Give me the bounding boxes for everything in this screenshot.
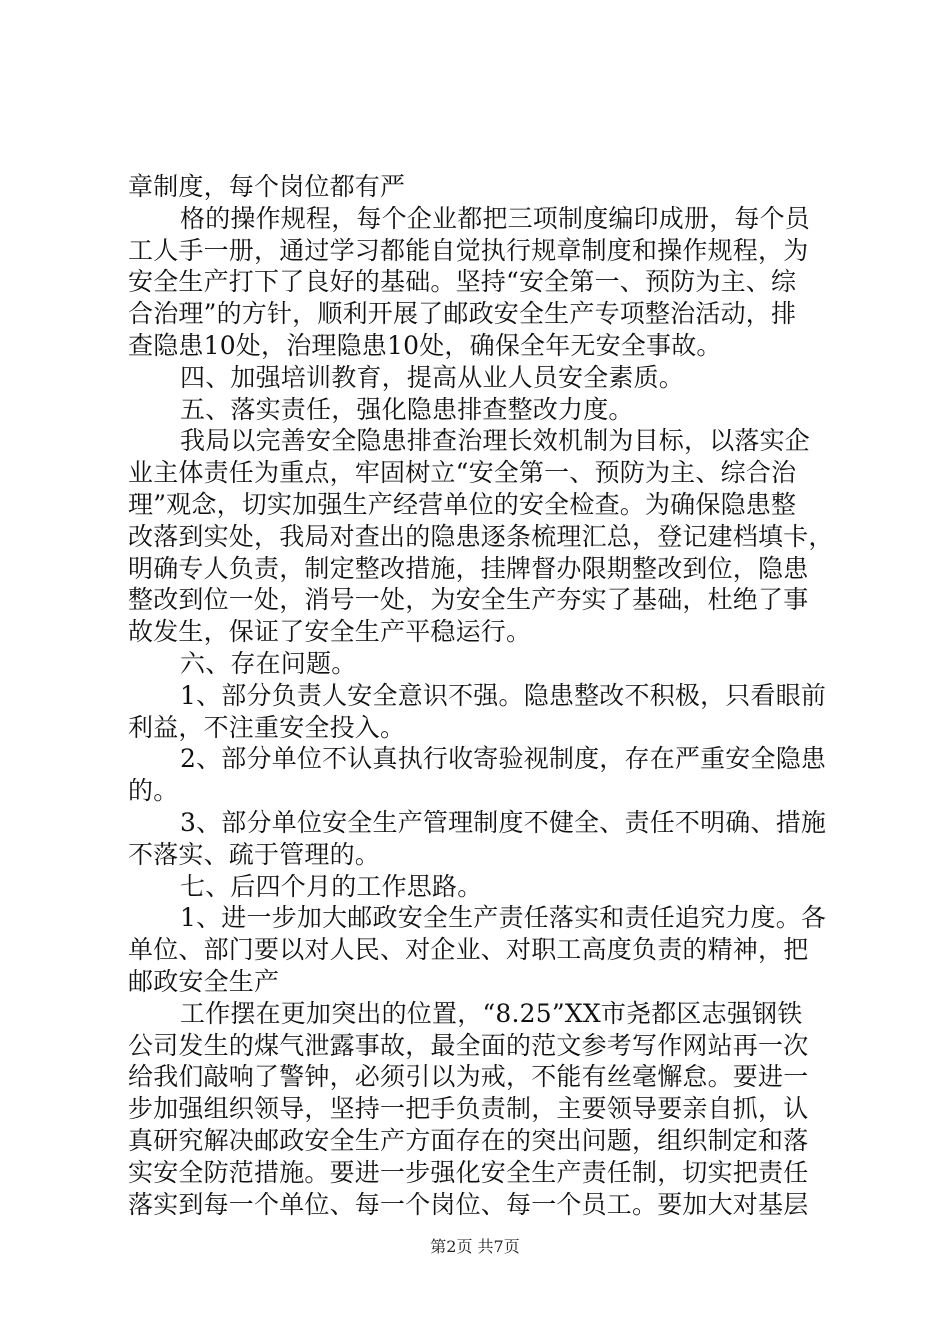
text-line: 改落到实处，我局对查出的隐患逐条梳理汇总，登记建档填卡， bbox=[128, 521, 834, 551]
text-line: 工人手一册，通过学习都能自觉执行规章制度和操作规程，为 bbox=[128, 235, 809, 265]
text-line: 2、部分单位不认真执行收寄验视制度，存在严重安全隐患 bbox=[180, 744, 827, 774]
section-heading: 四、加强培训教育，提高从业人员安全素质。 bbox=[180, 362, 685, 392]
text-line: 单位、部门要以对人民、对企业、对职工高度负责的精神，把 bbox=[128, 935, 809, 965]
text-line: 我局以完善安全隐患排查治理长效机制为目标，以落实企 bbox=[180, 426, 811, 456]
text-line: 实安全防范措施。要进一步强化安全生产责任制，切实把责任 bbox=[128, 1157, 809, 1187]
section-heading: 七、后四个月的工作思路。 bbox=[180, 871, 483, 901]
text-line: 利益，不注重安全投入。 bbox=[128, 712, 406, 742]
text-line: 故发生，保证了安全生产平稳运行。 bbox=[128, 617, 532, 647]
text-line: 给我们敲响了警钟，必须引以为戒，不能有丝毫懈怠。要进一 bbox=[128, 1062, 809, 1092]
text-line: 理”观念，切实加强生产经营单位的安全检查。为确保隐患整 bbox=[128, 490, 797, 519]
text-line: 格的操作规程，每个企业都把三项制度编印成册，每个员 bbox=[180, 203, 811, 233]
text-line: 1、部分负责人安全意识不强。隐患整改不积极，只看眼前 bbox=[180, 680, 827, 710]
text-line: 业主体责任为重点，牢固树立“安全第一、预防为主、综合治 bbox=[128, 458, 797, 488]
text-line: 的。 bbox=[128, 776, 179, 806]
text-line: 工作摆在更加突出的位置，“8.25”XX市尧都区志强钢铁 bbox=[180, 998, 803, 1028]
text-line: 1、进一步加大邮政安全生产责任落实和责任追究力度。各 bbox=[180, 903, 827, 933]
page-number-footer: 第2页 共7页 bbox=[430, 1237, 520, 1256]
text-line: 邮政安全生产 bbox=[128, 967, 280, 996]
text-line: 公司发生的煤气泄露事故，最全面的范文参考写作网站再一次 bbox=[128, 1030, 809, 1060]
text-line: 落实到每一个单位、每一个岗位、每一个员工。要加大对基层 bbox=[128, 1189, 809, 1219]
text-line: 步加强组织领导，坚持一把手负责制，主要领导要亲自抓，认 bbox=[128, 1094, 809, 1124]
text-line: 章制度，每个岗位都有严 bbox=[128, 172, 406, 201]
text-line: 查隐患10处，治理隐患10处，确保全年无安全事故。 bbox=[128, 331, 722, 360]
text-line: 安全生产打下了良好的基础。坚持“安全第一、预防为主、综 bbox=[128, 267, 797, 297]
section-heading: 六、存在问题。 bbox=[180, 649, 357, 678]
text-line: 不落实、疏于管理的。 bbox=[128, 839, 381, 869]
text-line: 真研究解决邮政安全生产方面存在的突出问题，组织制定和落 bbox=[128, 1126, 809, 1155]
text-line: 合治理”的方针，顺利开展了邮政安全生产专项整治活动，排 bbox=[128, 299, 797, 329]
text-line: 3、部分单位安全生产管理制度不健全、责任不明确、措施 bbox=[180, 808, 827, 837]
text-line: 整改到位一处，消号一处，为安全生产夯实了基础，杜绝了事 bbox=[128, 585, 809, 615]
text-line: 明确专人负责，制定整改措施，挂牌督办限期整改到位，隐患 bbox=[128, 553, 809, 583]
section-heading: 五、落实责任，强化隐患排查整改力度。 bbox=[180, 394, 634, 424]
